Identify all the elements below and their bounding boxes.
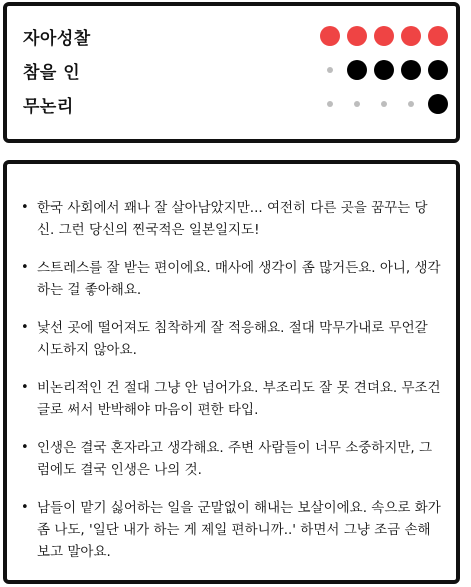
rating-dot (428, 26, 448, 46)
trait-list (21, 197, 444, 579)
stat-row-patience (7, 56, 456, 84)
list-item: • 남들이 맡기 싫어하는 일을 군말없이 해내는 보살이에요. 속으로 화가 좀 나도, '일단 내가 하는 게 제일 편하니까..' 하면서 그냥 조금 손해 보고 말아요. (21, 497, 444, 563)
rating-dot (381, 101, 387, 107)
rating-dot (374, 60, 394, 80)
rating-dot (401, 60, 421, 80)
stat-row-self-reflection (7, 22, 456, 50)
rating-dot (428, 60, 448, 80)
rating-dots (320, 22, 448, 50)
rating-dot (327, 101, 333, 107)
list-item: • 인생은 결국 혼자라고 생각해요. 주변 사람들이 너무 소중하지만, 그럼에도 결국 인생은 나의 것. (21, 437, 444, 481)
description-card (3, 160, 460, 584)
rating-dot (401, 26, 421, 46)
rating-dot (408, 101, 414, 107)
list-item: • 스트레스를 잘 받는 편이에요. 매사에 생각이 좀 많거든요. 아니, 생각하는 걸 좋아해요. (21, 257, 444, 301)
stats-card (3, 2, 460, 143)
list-item: • 한국 사회에서 꽤나 잘 살아남았지만... 여전히 다른 곳을 꿈꾸는 당신. 그런 당신의 찐국적은 일본일지도! (21, 197, 444, 241)
rating-dot (354, 101, 360, 107)
list-item: • 비논리적인 건 절대 그냥 안 넘어가요. 부조리도 잘 못 견뎌요. 무조건 글로 써서 반박해야 마음이 편한 타입. (21, 377, 444, 421)
stat-label: 자아성찰 (23, 29, 91, 49)
stat-label: 무논리 (23, 97, 74, 117)
rating-dot (374, 26, 394, 46)
rating-dot (327, 67, 333, 73)
list-item: • 낯선 곳에 떨어져도 침착하게 잘 적응해요. 절대 막무가내로 무언갈 시도하지 않아요. (21, 317, 444, 361)
rating-dot (320, 26, 340, 46)
stat-label: 참을 인 (23, 63, 81, 83)
rating-dot (347, 60, 367, 80)
rating-dots (320, 90, 448, 118)
rating-dot (428, 94, 448, 114)
stat-row-illogic (7, 90, 456, 118)
rating-dots (320, 56, 448, 84)
rating-dot (347, 26, 367, 46)
